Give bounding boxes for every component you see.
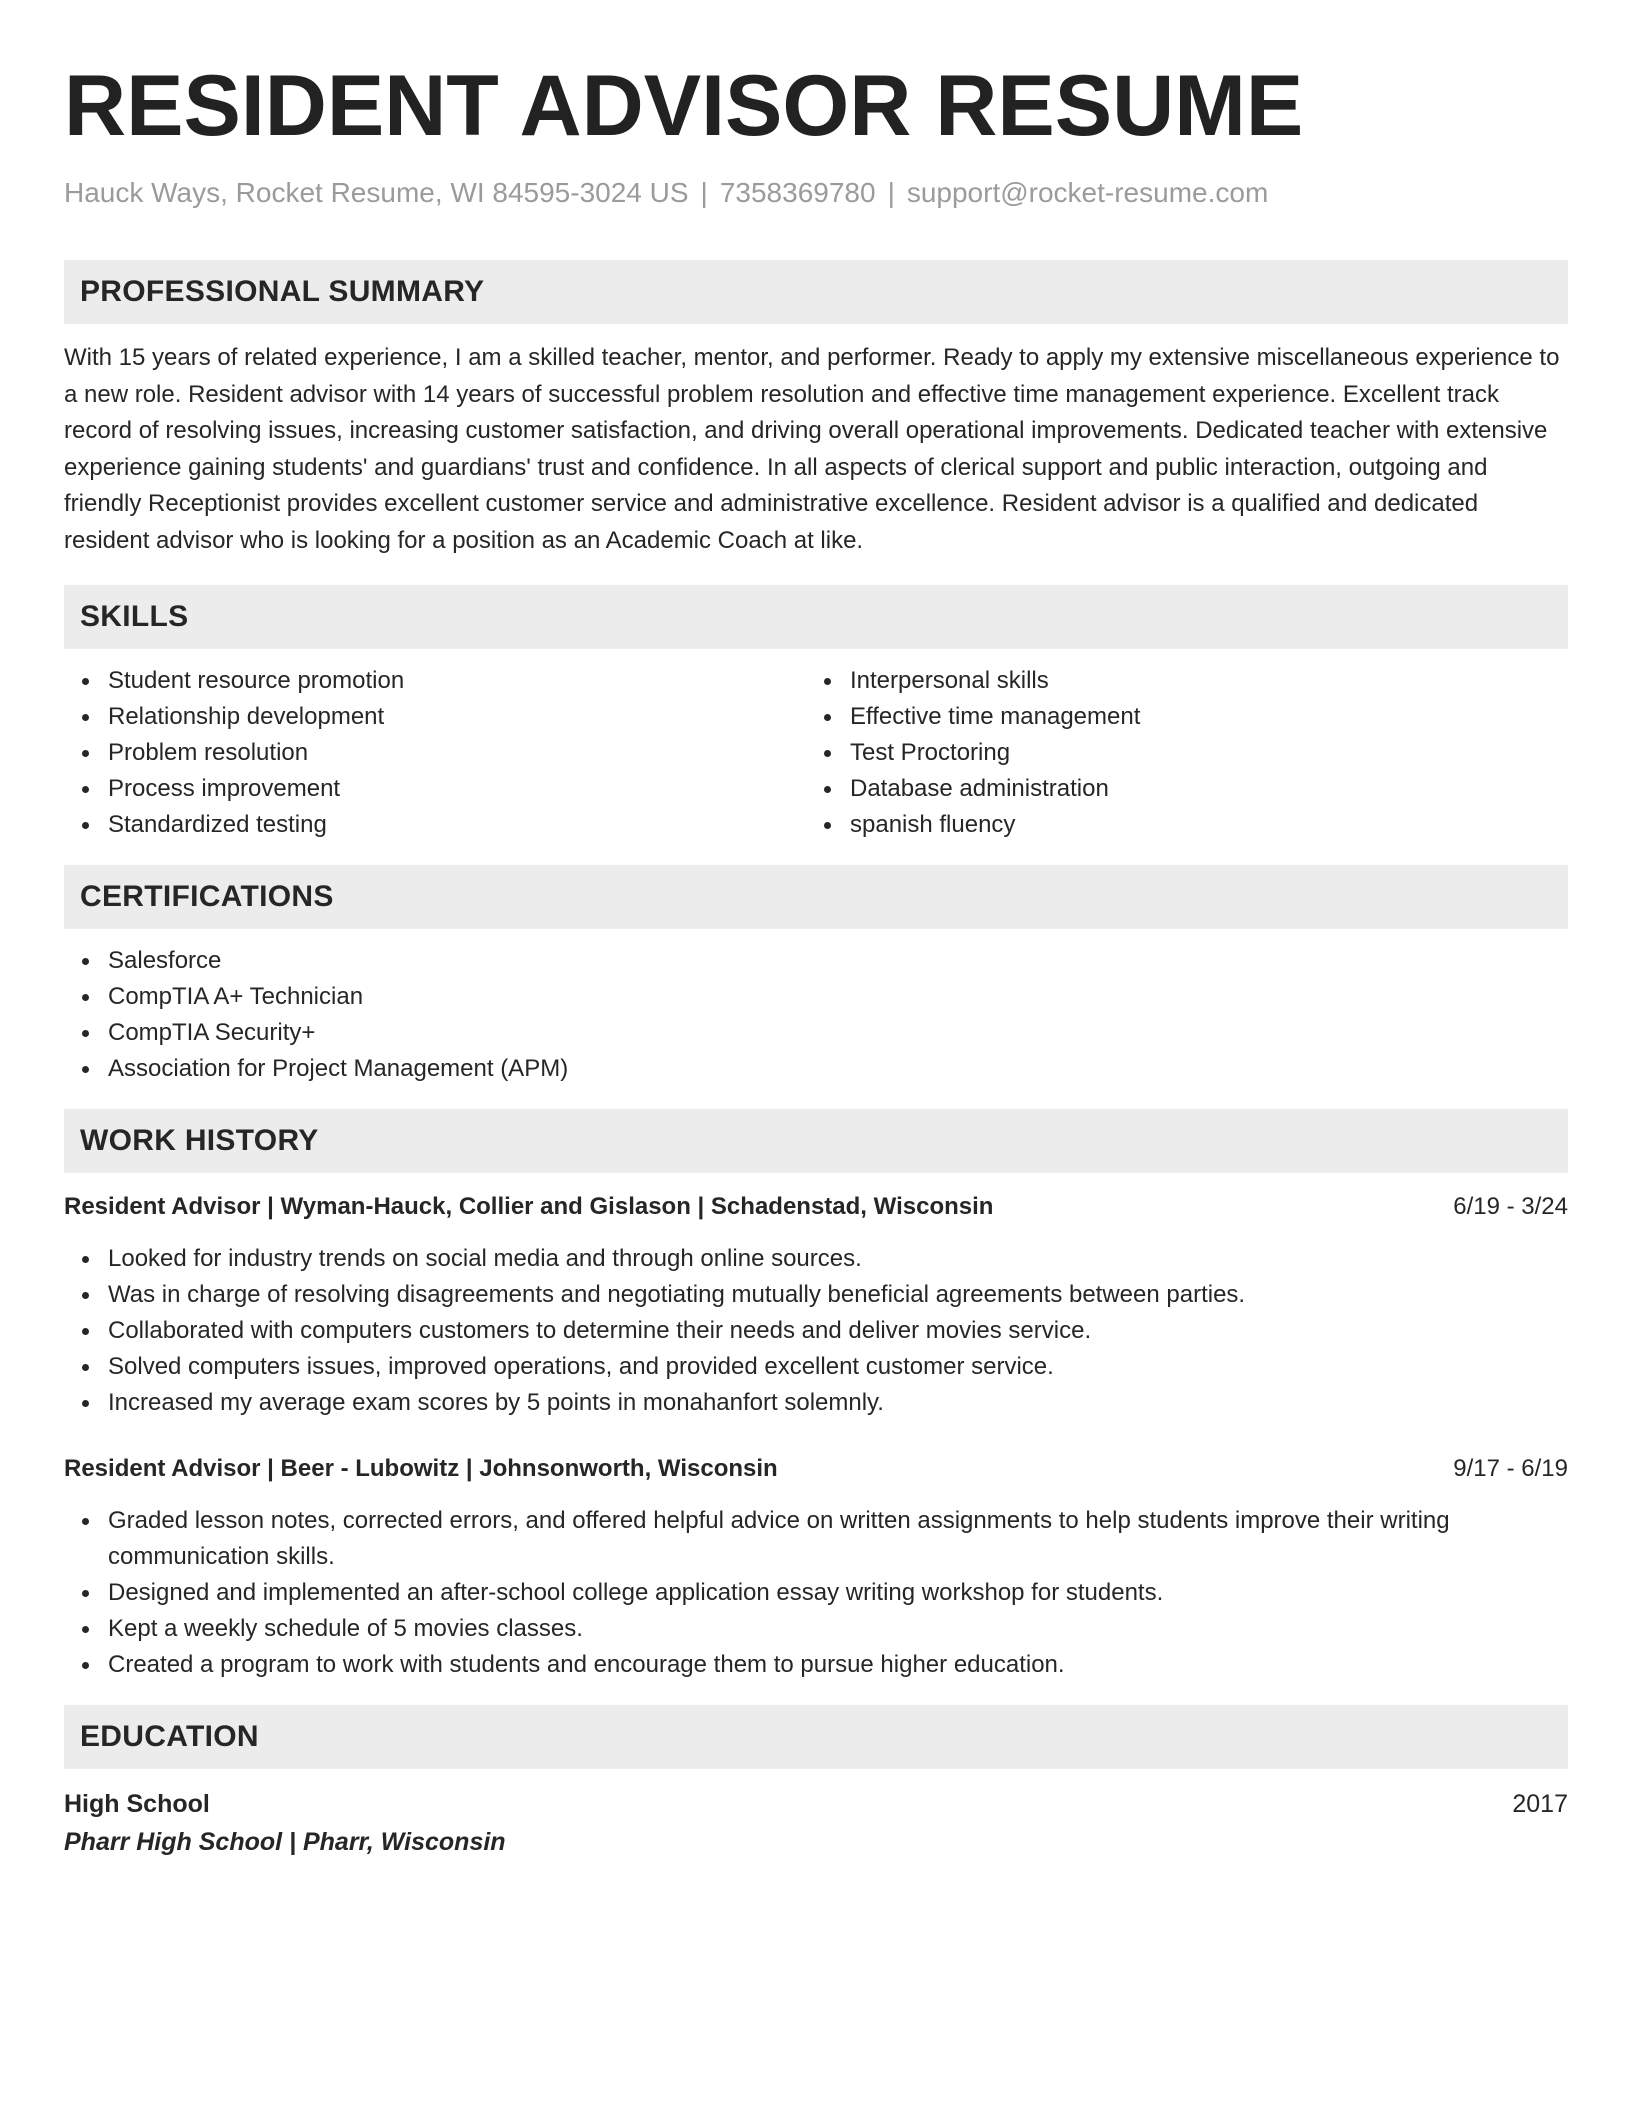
skill-item: Student resource promotion	[108, 663, 806, 699]
job-header	[64, 1189, 1568, 1225]
education-school: Pharr High School | Pharr, Wisconsin	[64, 1828, 506, 1856]
contact-email: support@rocket-resume.com	[906, 177, 1269, 208]
contact-line	[64, 176, 1568, 210]
job-entry	[64, 1451, 1568, 1683]
certification-item: Association for Project Management (APM)	[108, 1051, 1568, 1087]
job-bullet: Graded lesson notes, corrected errors, and offered helpful advice on written assignments to help students improve their writing communication skills.	[108, 1503, 1568, 1575]
job-bullet: Increased my average exam scores by 5 points in monahanfort solemnly.	[108, 1385, 1568, 1421]
job-header	[64, 1451, 1568, 1487]
skills-column-left	[64, 663, 806, 843]
education-section	[64, 1705, 1568, 1861]
job-bullet: Collaborated with computers customers to determine their needs and deliver movies service.	[108, 1313, 1568, 1349]
education-degree: High School	[64, 1790, 210, 1818]
job-dates: 6/19 - 3/24	[1453, 1193, 1568, 1220]
skill-item: Interpersonal skills	[850, 663, 1548, 699]
job-title: Resident Advisor | Beer - Lubowitz | Johnsonworth, Wisconsin	[64, 1455, 778, 1482]
job-entry	[64, 1189, 1568, 1421]
skill-item: Relationship development	[108, 699, 806, 735]
skills-column-right	[806, 663, 1548, 843]
certifications-heading: CERTIFICATIONS	[64, 865, 1568, 929]
job-bullet: Kept a weekly schedule of 5 movies classes.	[108, 1611, 1568, 1647]
work-history-section	[64, 1109, 1568, 1683]
contact-address: Hauck Ways, Rocket Resume, WI 84595-3024 US	[64, 177, 689, 208]
certification-item: Salesforce	[108, 943, 1568, 979]
job-bullet: Designed and implemented an after-school college application essay writing workshop for students.	[108, 1575, 1568, 1611]
education-header	[64, 1785, 1568, 1823]
summary-section	[64, 260, 1568, 559]
certification-item: CompTIA A+ Technician	[108, 979, 1568, 1015]
job-bullets	[64, 1241, 1568, 1421]
job-dates: 9/17 - 6/19	[1453, 1455, 1568, 1482]
skills-heading: SKILLS	[64, 585, 1568, 649]
certifications-list	[64, 943, 1568, 1087]
skill-item: Standardized testing	[108, 807, 806, 843]
work-history-heading: WORK HISTORY	[64, 1109, 1568, 1173]
resume-title: RESIDENT ADVISOR RESUME	[64, 58, 1304, 154]
job-bullet: Created a program to work with students and encourage them to pursue higher education.	[108, 1647, 1568, 1683]
summary-heading: PROFESSIONAL SUMMARY	[64, 260, 1568, 324]
certification-item: CompTIA Security+	[108, 1015, 1568, 1051]
skills-section	[64, 585, 1568, 843]
education-entry	[64, 1785, 1568, 1861]
job-bullet: Solved computers issues, improved operations, and provided excellent customer service.	[108, 1349, 1568, 1385]
education-heading: EDUCATION	[64, 1705, 1568, 1769]
contact-separator: |	[700, 177, 708, 208]
job-bullets	[64, 1503, 1568, 1683]
education-year: 2017	[1512, 1790, 1568, 1818]
job-bullet: Was in charge of resolving disagreements and negotiating mutually beneficial agreements between parties.	[108, 1277, 1568, 1313]
skills-grid	[64, 663, 1568, 843]
skill-item: Database administration	[850, 771, 1548, 807]
certifications-section	[64, 865, 1568, 1087]
summary-text: With 15 years of related experience, I am a skilled teacher, mentor, and performer. Ready to apply my extensive miscellaneous experience to a new role. Resident advisor with 14 years of successful problem resolution and effective time management experience. Excellent track record of resolving issues, increasing customer satisfaction, and driving overall operational improvements. Dedicated teacher with extensive experience gaining students' and guardians' trust and confidence. In all aspects of clerical support and public interaction, outgoing and friendly Receptionist provides excellent customer service and administrative excellence. Resident advisor is a qualified and dedicated resident advisor who is looking for a position as an Academic Coach at like.	[64, 344, 1560, 554]
job-bullet: Looked for industry trends on social media and through online sources.	[108, 1241, 1568, 1277]
skill-item: spanish fluency	[850, 807, 1548, 843]
skill-item: Effective time management	[850, 699, 1548, 735]
contact-separator: |	[887, 177, 895, 208]
skill-item: Process improvement	[108, 771, 806, 807]
contact-phone: 7358369780	[719, 177, 876, 208]
job-title: Resident Advisor | Wyman-Hauck, Collier and Gislason | Schadenstad, Wisconsin	[64, 1193, 994, 1220]
skill-item: Test Proctoring	[850, 735, 1548, 771]
skill-item: Problem resolution	[108, 735, 806, 771]
